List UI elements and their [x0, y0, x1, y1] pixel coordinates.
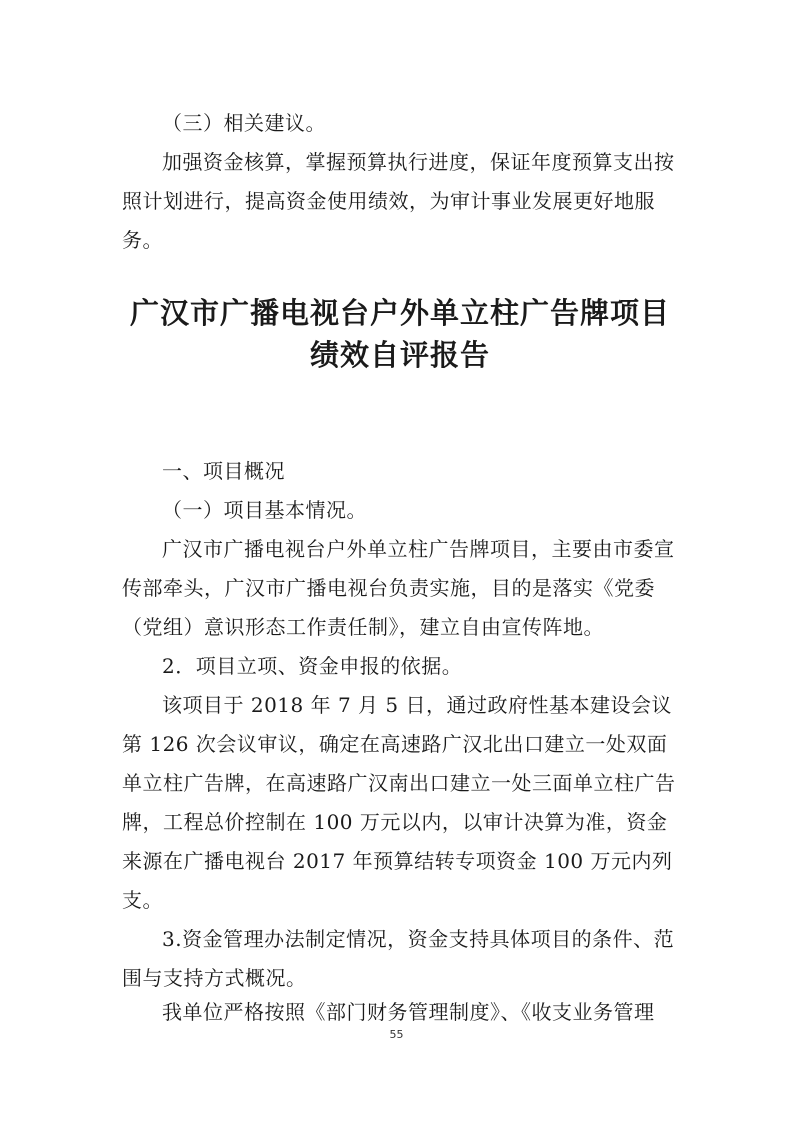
basic-info-paragraph: 广汉市广播电视台户外单立柱广告牌项目，主要由市委宣传部牵头，广汉市广播电视台负责实施，目的是落实《党委（党组）意识形态工作责任制》，建立自由宣传阵地。 [122, 537, 675, 639]
suggestions-heading: （三）相关建议。 [162, 111, 326, 135]
subsection-heading-basic-info: （一）项目基本情况。 [162, 498, 367, 522]
suggestions-paragraph: 加强资金核算，掌握预算执行进度，保证年度预算支出按照计划进行，提高资金使用绩效，为审计事业发展更好地服务。 [122, 150, 675, 252]
report-title-line-2: 绩效自评报告 [309, 338, 490, 372]
item-heading-fund-management: 3.资金管理办法制定情况，资金支持具体项目的条件、范围与支持方式概况。 [122, 927, 675, 990]
section-heading-project-overview: 一、项目概况 [162, 459, 285, 483]
approval-basis-paragraph: 该项目于 2018 年 7 月 5 日，通过政府性基本建设会议第 126 次会议审议，确定在高速路广汉北出口建立一处双面单立柱广告牌，在高速路广汉南出口建立一处三面单立柱广告牌，工程总价控制在 100 万元以内，以审计决算为准，资金来源在广播电视台 2017 年预算结转专项资金 100 万元内列支。 [122, 693, 676, 912]
item-heading-approval-basis: 2．项目立项、资金申报的依据。 [162, 654, 463, 678]
report-title-line-1: 广汉市广播电视台户外单立柱广告牌项目 [129, 296, 670, 330]
page-number: 55 [389, 1028, 404, 1041]
fund-management-paragraph: 我单位严格按照《部门财务管理制度》、《收支业务管理 [162, 1000, 655, 1024]
